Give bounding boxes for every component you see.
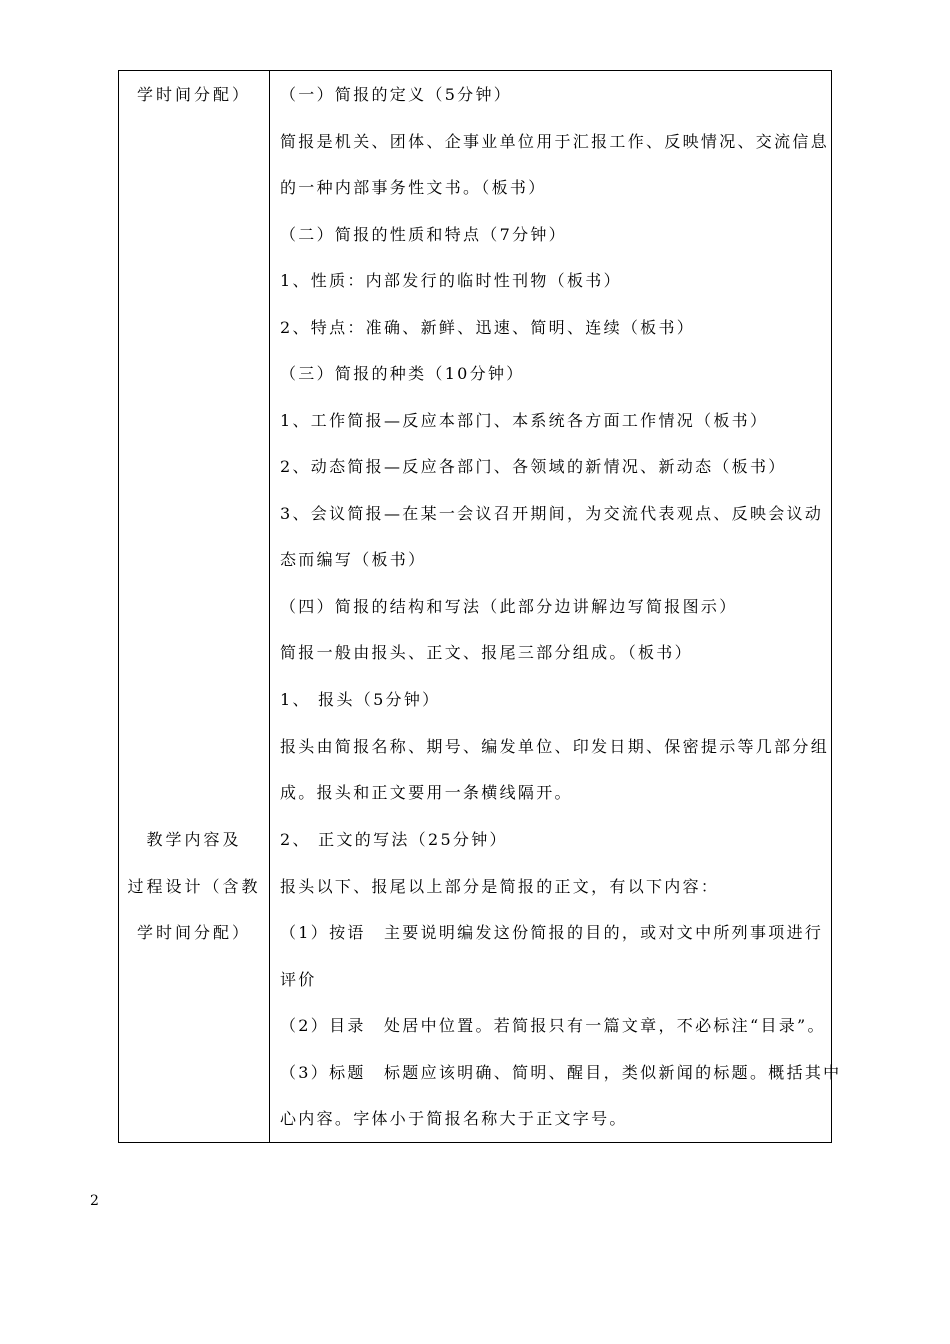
label-continued: 学时间分配） (136, 85, 251, 104)
content-line: 3、会议简报—在某一会议召开期间，为交流代表观点、反映会议动 (280, 504, 824, 523)
page-number: 2 (90, 1193, 99, 1209)
content-line: 评价 (280, 970, 317, 989)
content-line: （二）简报的性质和特点（7分钟） (280, 225, 567, 244)
label-line-3: 学时间分配） (136, 923, 251, 942)
content-cell (280, 71, 842, 1142)
content-line: 的一种内部事务性文书。（板书） (280, 178, 547, 197)
label-line-1: 教学内容及 (146, 830, 242, 849)
content-line: 态而编写（板书） (280, 550, 427, 569)
content-line: （3）标题 标题应该明确、简明、醒目，类似新闻的标题。概括其中 (280, 1063, 842, 1082)
content-line: 简报是机关、团体、企事业单位用于汇报工作、反映情况、交流信息 (280, 132, 830, 151)
lesson-plan-table (118, 70, 842, 1143)
content-line: 2、特点：准确、新鲜、迅速、简明、连续（板书） (280, 318, 696, 337)
content-line: 报头由简报名称、期号、编发单位、印发日期、保密提示等几部分组 (280, 737, 830, 756)
content-line: 报头以下、报尾以上部分是简报的正文，有以下内容： (280, 877, 720, 896)
content-line: （四）简报的结构和写法（此部分边讲解边写简报图示） (280, 597, 738, 616)
label-line-2: 过程设计（含教 (127, 877, 261, 896)
content-line: （2）目录 处居中位置。若简报只有一篇文章，不必标注“目录”。 (280, 1016, 826, 1035)
content-line: 成。报头和正文要用一条横线隔开。 (280, 783, 573, 802)
content-line: 2、动态简报—反应各部门、各领域的新情况、新动态（板书） (280, 457, 787, 476)
content-line: （三）简报的种类（10分钟） (280, 364, 525, 383)
content-line: 1、 报头（5分钟） (280, 690, 441, 709)
content-line: （一）简报的定义（5分钟） (280, 85, 513, 104)
column-divider (269, 71, 270, 1142)
content-line: 简报一般由报头、正文、报尾三部分组成。（板书） (280, 643, 693, 662)
label-cell (119, 71, 269, 1142)
content-line: 2、 正文的写法（25分钟） (280, 830, 508, 849)
content-line: 心内容。字体小于简报名称大于正文字号。 (280, 1109, 628, 1128)
content-line: 1、工作简报—反应本部门、本系统各方面工作情况（板书） (280, 411, 769, 430)
content-line: 1、性质：内部发行的临时性刊物（板书） (280, 271, 622, 290)
content-line: （1）按语 主要说明编发这份简报的目的，或对文中所列事项进行 (280, 923, 824, 942)
